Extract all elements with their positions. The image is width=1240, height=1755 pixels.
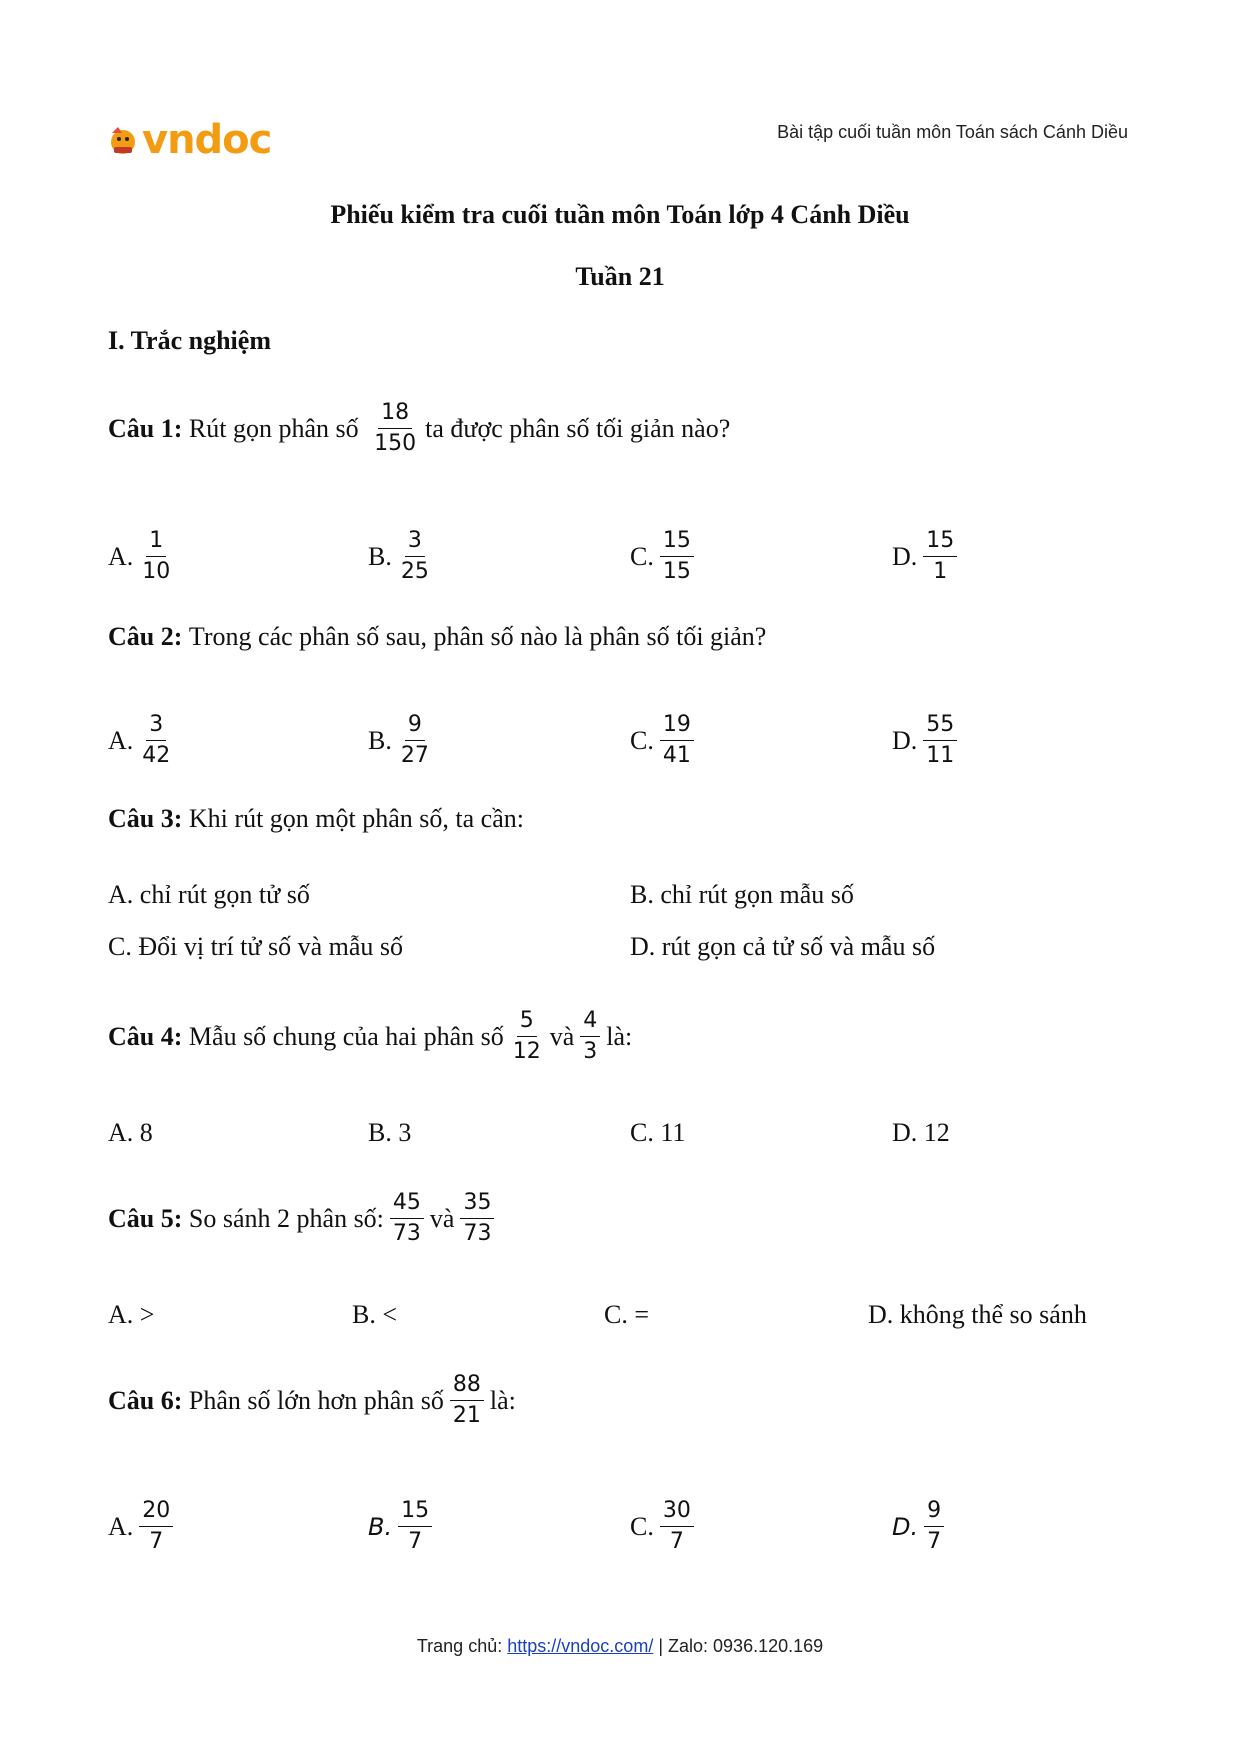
fraction: $\frac{18}{150}$ [374,400,417,457]
question-text: Rút gọn phân số [188,413,359,443]
q5-option-b[interactable]: B. < [352,1300,398,1329]
question-text: Trong các phân số sau, phân số nào là phân số tối giản? [188,622,767,651]
question-label: Câu 4: [108,1021,183,1051]
fraction: $\frac{4}{3}$ [580,1008,600,1066]
q3-option-d[interactable]: D. rút gọn cả tử số và mẫu số [630,932,936,961]
question-text: Phân số lớn hơn phân số [188,1385,444,1415]
q1-option-a[interactable]: A. $\frac{1}{10}$ [108,528,171,585]
q6-option-b[interactable]: B. $\frac{15}{7}$ [368,1498,438,1556]
q6-option-a[interactable]: A. $\frac{20}{7}$ [108,1498,179,1556]
footer-prefix: Trang chủ: [416,1636,503,1656]
fraction: $\frac{35}{73}$ [460,1190,494,1248]
q4-option-c[interactable]: C. 11 [630,1118,686,1147]
question-text: Mẫu số chung của hai phân số [188,1021,504,1051]
question-5: Câu 5: So sánh 2 phân số: $\frac{45}{73}$ và $\frac{35}{73}$ [108,1190,500,1248]
q4-option-b[interactable]: B. 3 [368,1118,412,1147]
question-label: Câu 1: [108,413,183,443]
q1-option-c[interactable]: C. $\frac{15}{15}$ [630,528,700,586]
q3-option-c[interactable]: C. Đổi vị trí tử số và mẫu số [108,932,404,961]
question-label: Câu 6: [108,1385,183,1415]
q6-option-d[interactable]: D. $\frac{9}{7}$ [892,1498,950,1556]
page-subtitle: Tuần 21 [575,262,665,291]
fraction: $\frac{5}{12}$ [512,1008,541,1065]
question-text: Khi rút gọn một phân số, ta cần: [188,804,524,833]
q1-option-b[interactable]: B. $\frac{3}{25}$ [368,528,429,585]
q4-option-a[interactable]: A. 8 [108,1118,153,1147]
mascot-icon [106,123,140,157]
question-6: Câu 6: Phân số lớn hơn phân số $\frac{88}{21}$ là: [108,1372,516,1429]
question-label: Câu 5: [108,1203,183,1233]
section-heading: I. Trắc nghiệm [108,326,271,355]
question-text: ta được phân số tối giản nào? [425,413,731,443]
logo-text: vndoc [142,117,272,163]
homepage-link[interactable]: https://vndoc.com/ [507,1636,654,1656]
question-text: So sánh 2 phân số: [188,1203,384,1233]
fraction: $\frac{45}{73}$ [390,1190,424,1248]
question-3 [108,804,524,834]
footer-contact: | Zalo: 0936.120.169 [658,1636,824,1656]
fraction: $\frac{88}{21}$ [450,1372,484,1430]
q6-option-c[interactable]: C. $\frac{30}{7}$ [630,1498,700,1556]
question-1 [108,400,730,458]
q2-option-b[interactable]: B. $\frac{9}{27}$ [368,712,429,769]
vndoc-logo [106,118,271,162]
q5-option-c[interactable]: C. = [604,1300,650,1329]
q2-option-d[interactable]: D. $\frac{55}{11}$ [892,712,963,770]
q5-option-a[interactable]: A. > [108,1300,155,1329]
q5-option-d[interactable]: D. không thể so sánh [868,1300,1087,1329]
question-label: Câu 3: [108,804,183,833]
q3-option-a[interactable]: A. chỉ rút gọn tử số [108,880,310,909]
page-title: Phiếu kiểm tra cuối tuần môn Toán lớp 4 Cánh Diều [330,200,910,229]
q2-option-a[interactable]: A. $\frac{3}{42}$ [108,712,171,769]
question-label: Câu 2: [108,622,183,651]
q3-option-b[interactable]: B. chỉ rút gọn mẫu số [630,880,854,909]
question-4: Câu 4: Mẫu số chung của hai phân số $\frac{5}{12}$ và $\frac{4}{3}$ là: [108,1008,633,1065]
q1-option-d[interactable]: D. $\frac{15}{1}$ [892,528,963,586]
page-footer [0,1636,1240,1657]
header-subject: Bài tập cuối tuần môn Toán sách Cánh Diều [777,122,1128,142]
q2-option-c[interactable]: C. $\frac{19}{41}$ [630,712,700,770]
q4-option-d[interactable]: D. 12 [892,1118,950,1147]
question-2 [108,622,766,652]
